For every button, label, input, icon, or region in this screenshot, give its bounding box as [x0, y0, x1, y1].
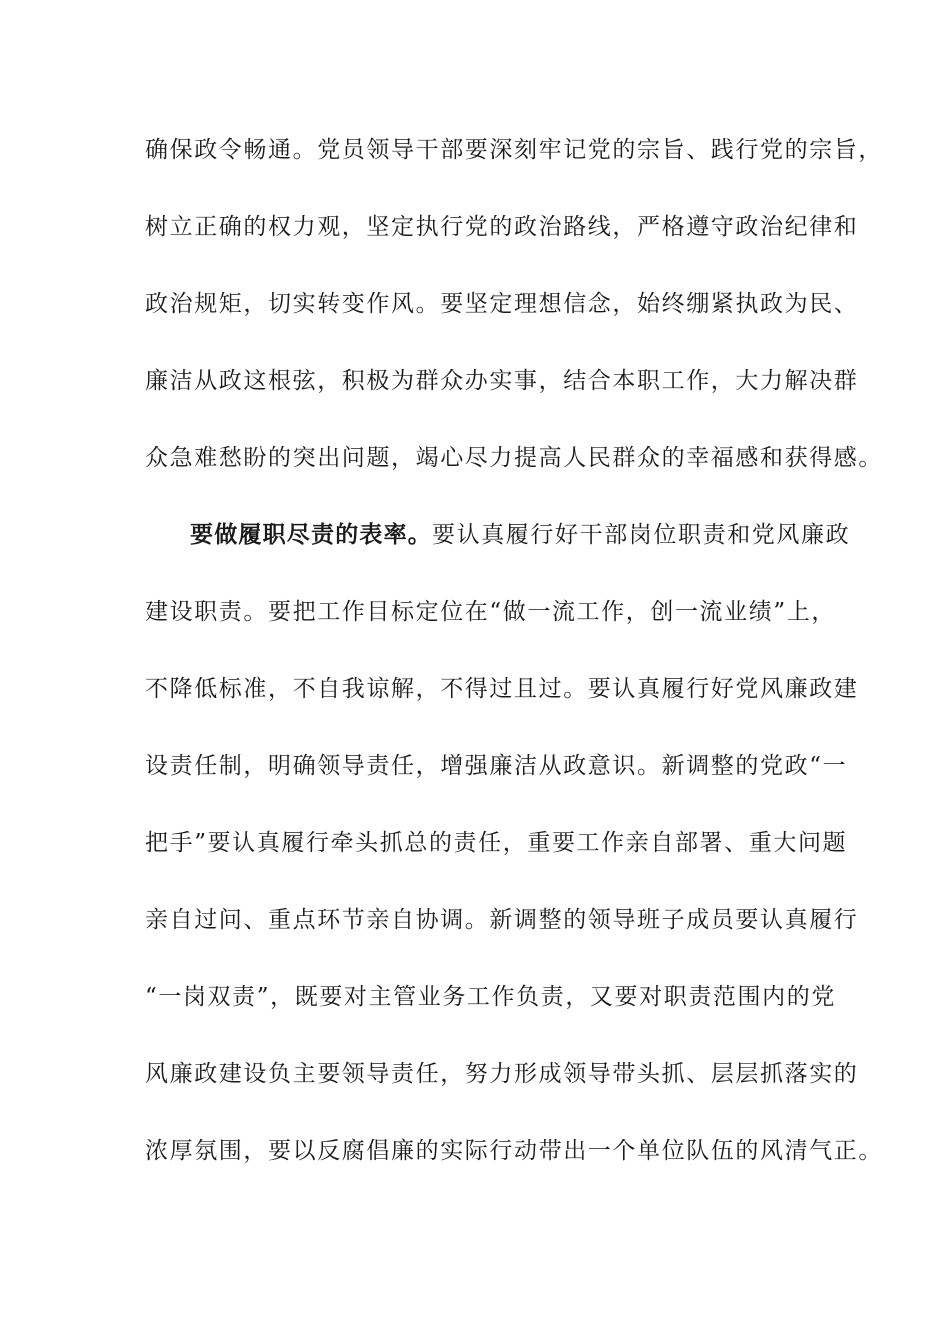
paragraph-line: 把手”要认真履行牵头抓总的责任，重要工作亲自部署、重大问题	[145, 830, 848, 856]
paragraph-line: 不降低标准，不自我谅解，不得过且过。要认真履行好党风廉政建	[145, 676, 859, 702]
paragraph-text: 要认真履行好干部岗位职责和党风廉政	[432, 522, 851, 548]
paragraph-line: 确保政令畅通。党员领导干部要深刻牢记党的宗旨、践行党的宗旨，	[145, 137, 883, 163]
paragraph-line: 政治规矩，切实转变作风。要坚定理想信念，始终绷紧执政为民、	[145, 291, 859, 317]
paragraph-line: 廉洁从政这根弦，积极为群众办实事，结合本职工作，大力解决群	[145, 368, 859, 394]
paragraph-first-line	[190, 518, 851, 552]
paragraph-line: 浓厚氛围，要以反腐倡廉的实际行动带出一个单位队伍的风清气正。	[145, 1138, 883, 1164]
paragraph-line: 树立正确的权力观，坚定执行党的政治路线，严格遵守政治纪律和	[145, 214, 859, 240]
paragraph-line: 设责任制，明确领导责任，增强廉洁从政意识。新调整的党政“一	[145, 753, 848, 779]
paragraph-line: 风廉政建设负主要领导责任，努力形成领导带头抓、层层抓落实的	[145, 1061, 859, 1087]
section-heading: 要做履职尽责的表率。	[190, 522, 432, 548]
paragraph-line: “一岗双责”，既要对主管业务工作负责，又要对职责范围内的党	[145, 984, 836, 1010]
paragraph-line: 众急难愁盼的突出问题，竭心尽力提高人民群众的幸福感和获得感。	[145, 445, 883, 471]
paragraph-line: 亲自过问、重点环节亲自协调。新调整的领导班子成员要认真履行	[145, 907, 859, 933]
paragraph-line: 建设职责。要把工作目标定位在“做一流工作，创一流业绩”上，	[145, 599, 836, 625]
